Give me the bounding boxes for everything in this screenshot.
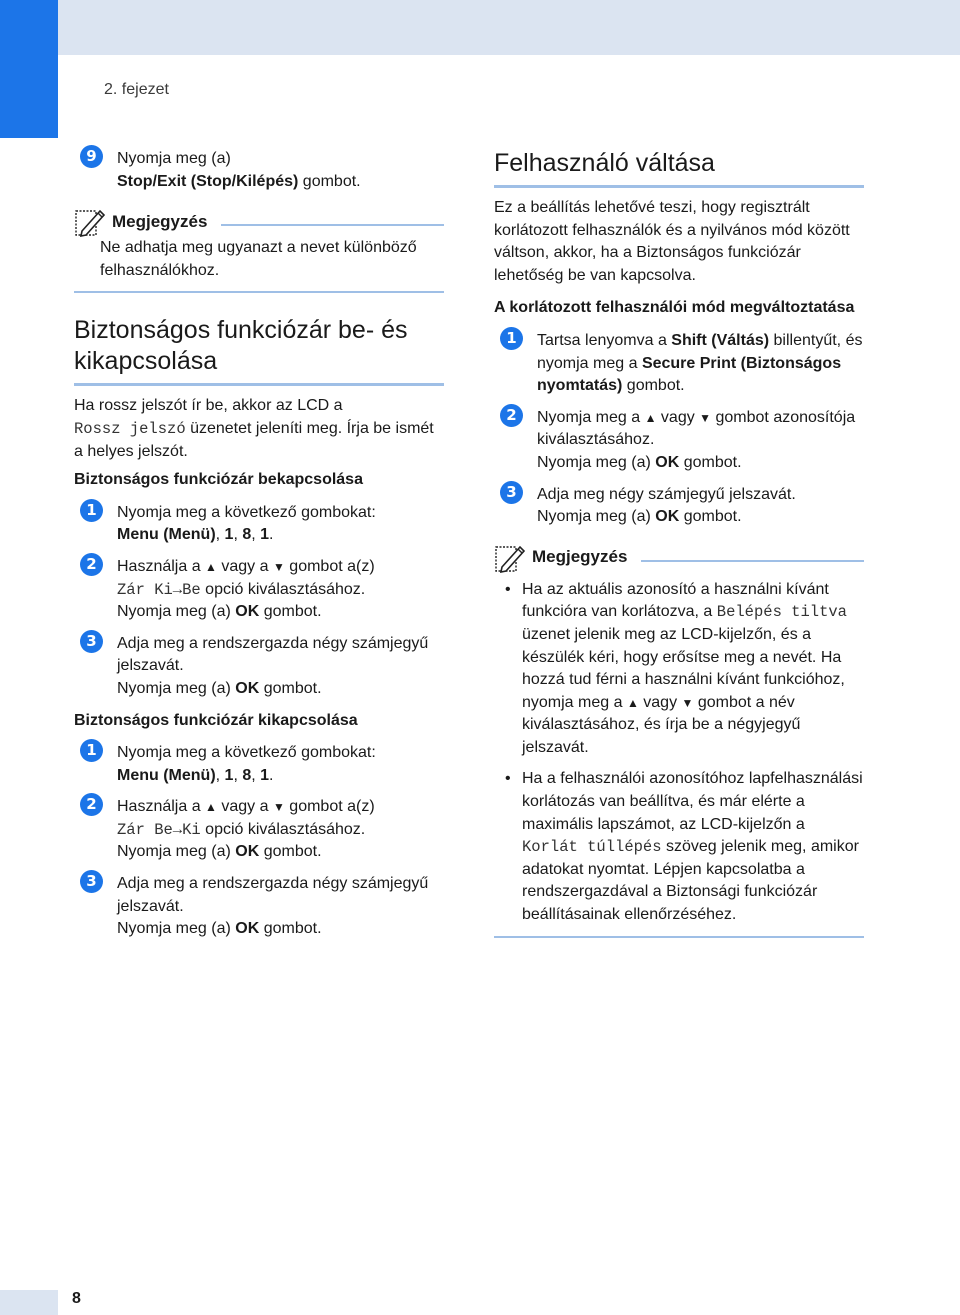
note-header (74, 207, 444, 237)
step-r-2: 2 Nyomja meg a ▲ vagy ▼ gombot azonosítója kiválasztásához. Nyomja meg (a) OK gombot. (494, 407, 864, 475)
note-pencil-icon (74, 207, 106, 237)
section-title: Felhasználó váltása (494, 149, 715, 177)
subsection-title-off: Biztonságos funkciózár kikapcsolása (74, 711, 358, 729)
step-number-badge: 2 (500, 404, 523, 427)
section-rule (494, 185, 864, 188)
step-on-2: 2 Használja a ▲ vagy a ▼ gombot a(z) Zár Ki→Be opció kiválasztásához. Nyomja meg (a) OK gombot. (74, 556, 444, 624)
list-item: • Ha a felhasználói azonosítóhoz lapfelhasználási korlátozás van beállítva, és már elérte a maximális lapszámot, az LCD-kijelzőn a Korlát túllépés szöveg jelenik meg, amikor adatokat nyomtat. Lépjen kapcsolatba a rendszergazdával a Biztonsági funkciózár beállításainak ellenőrzéséhez. (494, 768, 864, 926)
subsection-title: A korlátozott felhasználói mód megváltoztatása (494, 299, 855, 317)
step-number-badge: 2 (80, 553, 103, 576)
note-rule (221, 224, 444, 226)
note-body: Ne adhatja meg ugyanazt a nevet különböző felhasználókhoz. (100, 239, 417, 279)
step-r-3: 3 Adja meg négy számjegyű jelszavát. Nyomja meg (a) OK gombot. (494, 484, 864, 529)
note-rule (641, 560, 864, 562)
left-column (74, 148, 444, 950)
down-arrow-icon: ▼ (272, 800, 285, 815)
section-intro: Ha rossz jelszót ír be, akkor az LCD a Rossz jelszó üzenetet jeleníti meg. Írja be ismét a helyes jelszót. (74, 397, 434, 460)
note-end-rule (74, 291, 444, 293)
footer-tab (0, 1290, 58, 1315)
header-bar (0, 0, 960, 55)
step-on-3: 3 Adja meg a rendszergazda négy számjegyű jelszavát. Nyomja meg (a) OK gombot. (74, 633, 444, 701)
step-off-2: 2 Használja a ▲ vagy a ▼ gombot a(z) Zár Be→Ki opció kiválasztásához. Nyomja meg (a) OK gombot. (74, 796, 444, 864)
down-arrow-icon: ▼ (681, 695, 694, 710)
chapter-label: 2. fejezet (104, 81, 169, 98)
step-r-1: 1 Tartsa lenyomva a Shift (Váltás) billentyűt, és nyomja meg a Secure Print (Biztonságos nyomtatás) gombot. (494, 330, 864, 398)
step-number-badge: 9 (80, 145, 103, 168)
up-arrow-icon: ▲ (205, 559, 217, 574)
note-end-rule (494, 936, 864, 938)
down-arrow-icon: ▼ (272, 559, 285, 574)
step-number-badge: 2 (80, 793, 103, 816)
right-column (494, 148, 864, 950)
note-bullets (494, 579, 864, 927)
note-title: Megjegyzés (112, 211, 208, 231)
step-number-badge: 3 (80, 630, 103, 653)
subsection-title-on: Biztonságos funkciózár bekapcsolása (74, 471, 363, 489)
step-number-badge: 3 (80, 870, 103, 893)
section-intro: Ez a beállítás lehetővé teszi, hogy regisztrált korlátozott felhasználók és a nyilvános mód között váltson, akkor, ha a Biztonságos funkciózár lehetőség be van kapcsolva. (494, 199, 850, 284)
note-pencil-icon (494, 543, 526, 573)
up-arrow-icon: ▲ (626, 695, 639, 710)
list-item: • Ha az aktuális azonosító a használni kívánt funkcióra van korlátozva, a Belépés tiltva üzenet jelenik meg az LCD-kijelzőn, és a készülék kéri, hogy erősítse meg a nevét. Ha hozzá tud férni a használni kívánt funkcióhoz, nyomja meg a ▲ vagy ▼ gombot a név kiválasztásához, és írja be a négyjegyű jelszavát. (494, 579, 864, 760)
up-arrow-icon: ▲ (205, 800, 217, 815)
section-rule (74, 383, 444, 386)
step-9 (74, 148, 444, 193)
step-off-3: 3 Adja meg a rendszergazda négy számjegyű jelszavát. Nyomja meg (a) OK gombot. (74, 873, 444, 941)
page-number: 8 (72, 1290, 81, 1307)
up-arrow-icon: ▲ (644, 410, 657, 425)
step-number-badge: 1 (80, 739, 103, 762)
section-title: Biztonságos funkciózár be- és kikapcsolása (74, 316, 408, 376)
note-title: Megjegyzés (532, 547, 628, 567)
down-arrow-icon: ▼ (699, 410, 712, 425)
note-header (494, 543, 864, 573)
step-number-badge: 3 (500, 481, 523, 504)
step-text: Nyomja meg (a) Stop/Exit (Stop/Kilépés) gombot. (117, 150, 361, 190)
chapter-tab (0, 0, 58, 138)
step-off-1: 1 Nyomja meg a következő gombokat: Menu (Menü), 1, 8, 1. (74, 742, 444, 787)
step-number-badge: 1 (500, 327, 523, 350)
step-number-badge: 1 (80, 499, 103, 522)
step-on-1: 1 Nyomja meg a következő gombokat: Menu (Menü), 1, 8, 1. (74, 502, 444, 547)
